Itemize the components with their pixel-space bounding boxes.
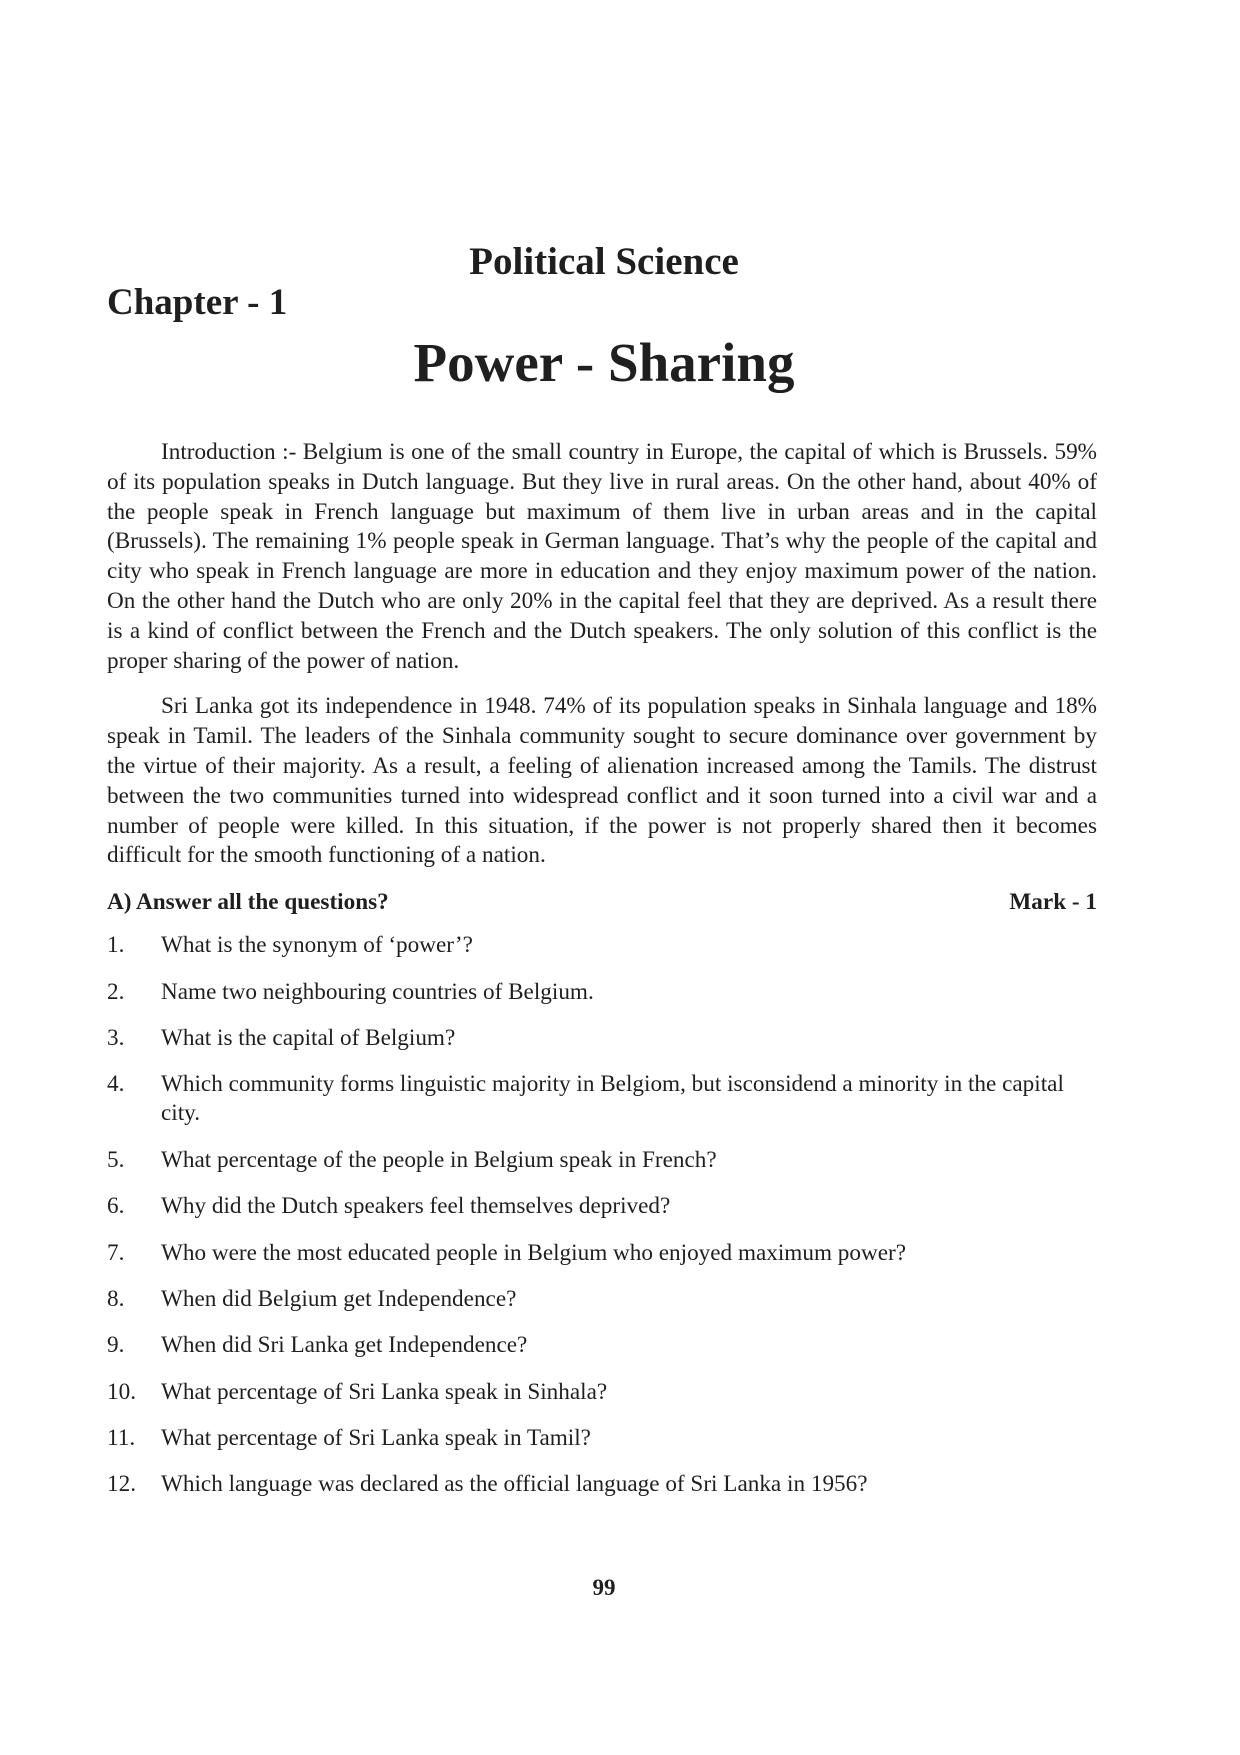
question-text: What is the synonym of ‘power’? [161,932,473,959]
question-number: 10. [107,1378,136,1405]
page-number: 99 [592,1575,616,1600]
question-text: Name two neighbouring countries of Belgium. [161,978,594,1005]
question-number: 12. [107,1471,136,1498]
question-item [107,1239,1097,1268]
question-item [107,1378,1097,1407]
question-number: 8. [107,1285,125,1312]
question-list [107,931,1097,1499]
question-section-header [107,887,1097,917]
question-number: 1. [107,932,125,959]
question-item [107,1070,1097,1128]
question-number: 11. [107,1425,136,1452]
question-number: 6. [107,1193,125,1220]
question-item [107,978,1097,1007]
question-text: What percentage of the people in Belgium speak in French? [161,1146,717,1173]
main-content [107,438,1097,1517]
question-item [107,1024,1097,1053]
question-text: What percentage of Sri Lanka speak in Tamil? [161,1425,591,1452]
question-text: Why did the Dutch speakers feel themselves deprived? [161,1193,671,1220]
question-text: Which community forms linguistic majority in Belgiom, but isconsidend a minority in the capital city. [161,1071,1064,1127]
question-number: 7. [107,1239,125,1266]
section-marks: Mark - 1 [1009,889,1097,916]
chapter-label: Chapter - 1 [107,282,288,323]
question-text: What is the capital of Belgium? [161,1024,456,1051]
question-item [107,1470,1097,1499]
question-item [107,1192,1097,1221]
question-text: When did Belgium get Independence? [161,1285,517,1312]
question-number: 4. [107,1071,125,1098]
page-title: Power - Sharing [413,332,795,393]
question-text: What percentage of Sri Lanka speak in Sinhala? [161,1378,608,1405]
question-text: Who were the most educated people in Belgium who enjoyed maximum power? [161,1239,907,1266]
question-item [107,931,1097,960]
question-item [107,1285,1097,1314]
intro-paragraph-sri-lanka: Sri Lanka got its independence in 1948. 74% of its population speaks in Sinhala language and 18% speak in Tamil. The leaders of the Sinhala community sought to secure dominance over government by the virtue of their majority. As a result, a feeling of alienation increased among the Tamils. The distrust between the two communities turned into widespread conflict and it soon turned into a civil war and a number of people were killed. In this situation, if the power is not properly shared then it becomes difficult for the smooth functioning of a nation. [107,693,1097,869]
intro-paragraph-belgium: Introduction :- Belgium is one of the small country in Europe, the capital of which is Brussels. 59% of its population speaks in Dutch language. But they live in rural areas. On the other hand, about 40% of the people speak in French language but maximum of them live in urban areas and in the capital (Brussels). The remaining 1% people speak in German language. That’s why the people of the capital and city who speak in French language are more in education and they enjoy maximum power of the nation. On the other hand the Dutch who are only 20% in the capital feel that they are deprived. As a result there is a kind of conflict between the French and the Dutch speakers. The only solution of this conflict is the proper sharing of the power of nation. [107,439,1097,674]
question-item [107,1424,1097,1453]
question-text: When did Sri Lanka get Independence? [161,1332,528,1359]
question-number: 3. [107,1024,125,1051]
question-item [107,1331,1097,1360]
section-heading: A) Answer all the questions? [107,889,389,916]
question-item [107,1146,1097,1175]
question-number: 9. [107,1332,125,1359]
subject-heading: Political Science [469,240,739,283]
question-number: 2. [107,978,125,1005]
question-text: Which language was declared as the official language of Sri Lanka in 1956? [161,1471,868,1498]
question-number: 5. [107,1146,125,1173]
